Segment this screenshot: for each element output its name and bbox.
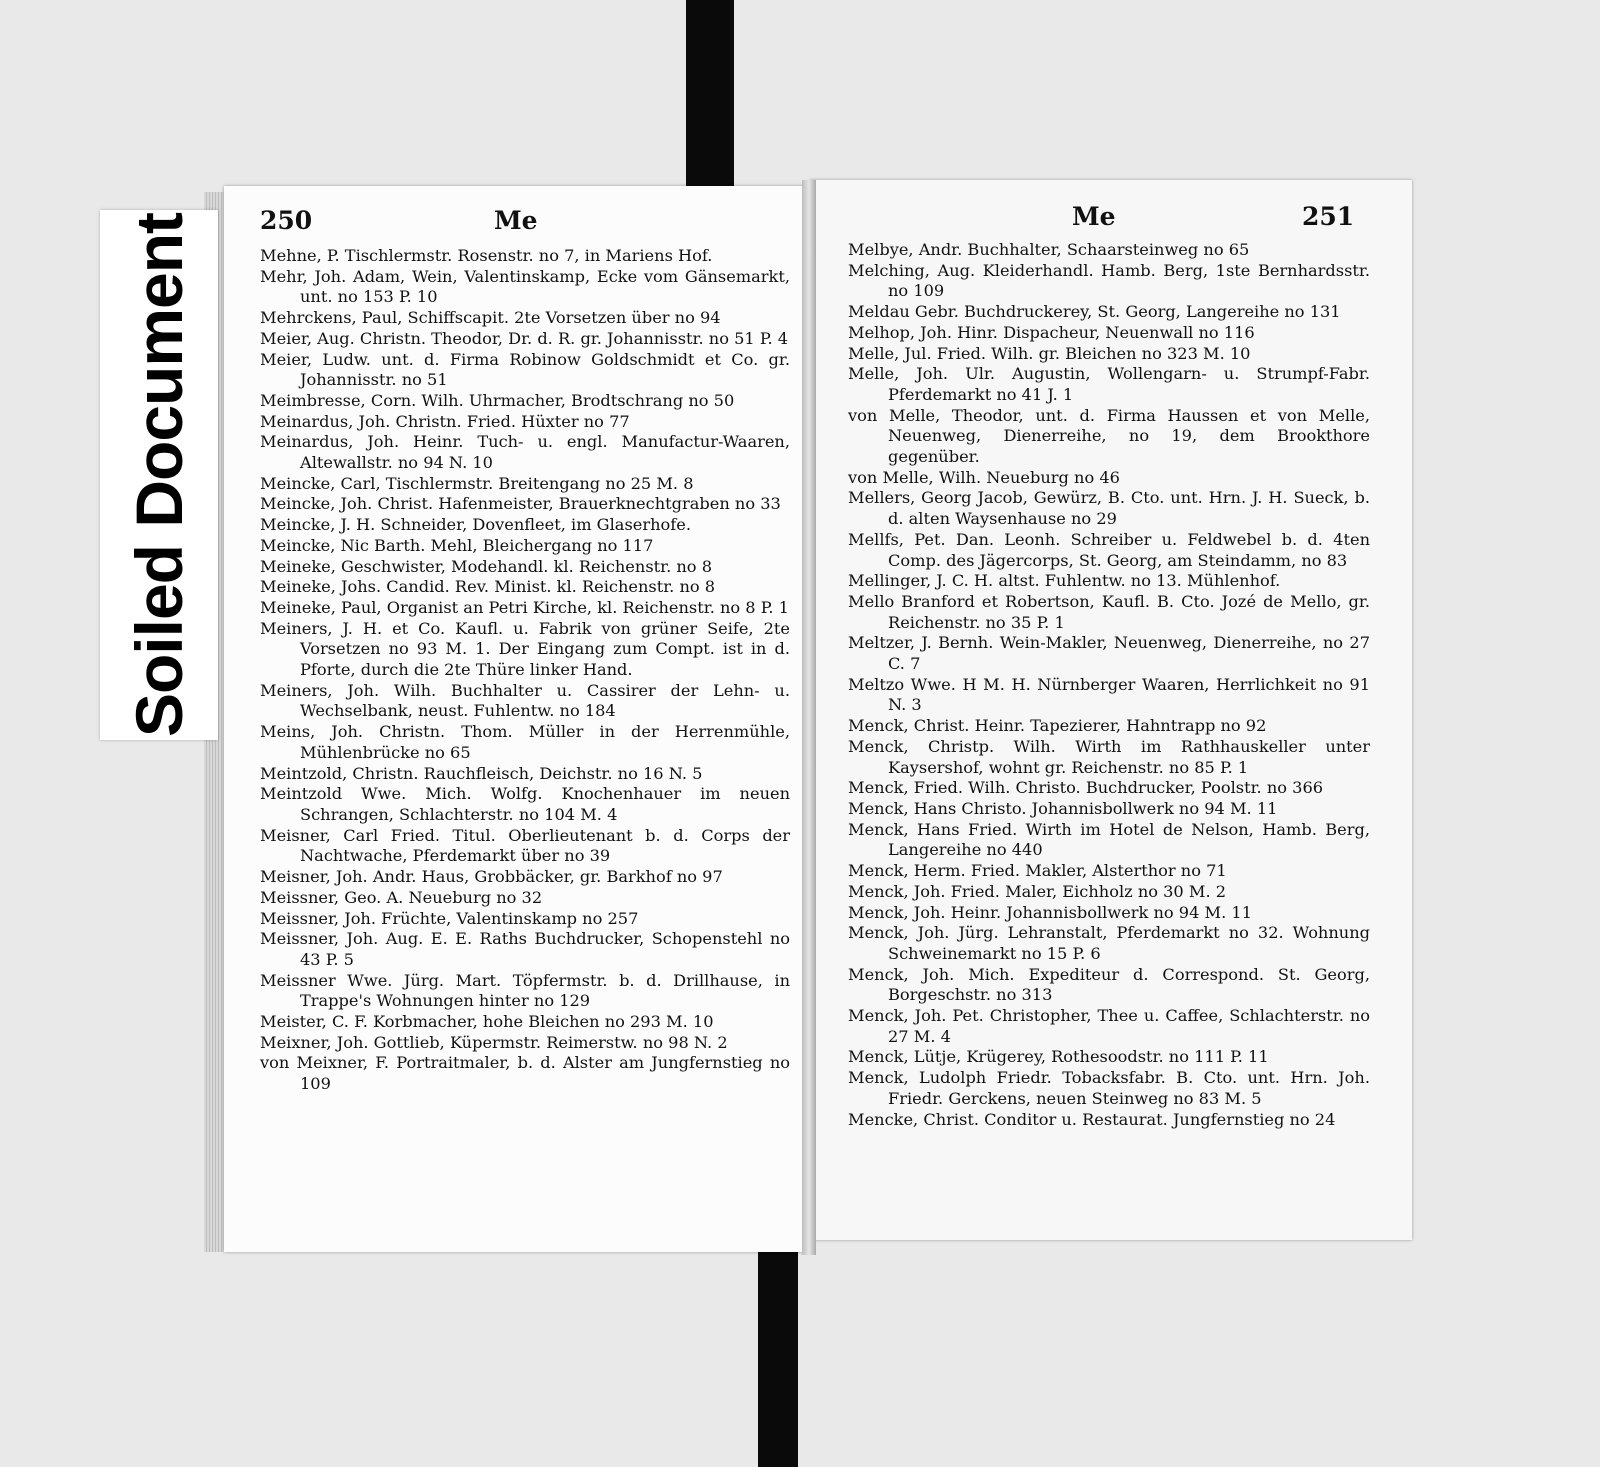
list-item: Menck, Christp. Wilh. Wirth im Rathhauskeller unter Kaysershof, wohnt gr. Reichenstr. no 85 P. 1 [848,736,1370,777]
list-item: Mehne, P. Tischlermstr. Rosenstr. no 7, in Mariens Hof. [260,246,713,265]
list-item: Melle, Jul. Fried. Wilh. gr. Bleichen no 323 M. 10 [848,343,1251,363]
list-item: Meissner, Joh. Aug. E. E. Raths Buchdrucker, Schopenstehl no 43 P. 5 [260,929,790,969]
list-item: Meins, Joh. Christn. Thom. Müller in der Herrenmühle, Mühlenbrücke no 65 [260,722,790,762]
list-item: Meineke, Paul, Organist an Petri Kirche, kl. Reichenstr. no 8 P. 1 [260,597,789,617]
list-item: Meier, Aug. Christn. Theodor, Dr. d. R. gr. Johannisstr. no 51 P. 4 [260,328,789,348]
list-item: Menck, Joh. Jürg. Lehranstalt, Pferdemarkt no 32. Wohnung Schweinemarkt no 15 P. 6 [848,923,1370,963]
list-item: Melbye, Andr. Buchhalter, Schaarsteinweg no 65 [848,240,1250,259]
list-item: von Meixner, F. Portraitmaler, b. d. Alster am Jungfernstieg no 109 [260,1053,790,1094]
list-item: Melhop, Joh. Hinr. Dispacheur, Neuenwall no 116 [848,322,1255,342]
list-item: Menck, Hans Fried. Wirth im Hotel de Nelson, Hamb. Berg, Langereihe no 440 [848,819,1370,860]
list-item: Menck, Fried. Wilh. Christo. Buchdrucker, Poolstr. no 366 [848,778,1324,798]
list-item: Meisner, Joh. Andr. Haus, Grobbäcker, gr. Barkhof no 97 [260,867,723,887]
list-item: Mellfs, Pet. Dan. Leonh. Schreiber u. Feldwebel b. d. 4ten Comp. des Jägercorps, St. Georg, am Steindamm, no 83 [848,529,1370,570]
list-item: von Melle, Wilh. Neueburg no 46 [848,467,1120,487]
list-item: Meinardus, Joh. Heinr. Tuch- u. engl. Manufactur-Waaren, Altewallstr. no 94 N. 10 [260,432,790,473]
spine-strip-top [686,0,734,190]
right-running-head: Me [1072,202,1116,231]
list-item: Menck, Joh. Pet. Christopher, Thee u. Caffee, Schlachterstr. no 27 M. 4 [848,1006,1370,1046]
list-item: Meiners, Joh. Wilh. Buchhalter u. Cassirer der Lehn- u. Wechselbank, neust. Fuhlentw. no 184 [260,680,790,721]
list-item: Meinardus, Joh. Christn. Fried. Hüxter no 77 [260,411,630,431]
left-page [224,186,809,1252]
list-item: Meineke, Geschwister, Modehandl. kl. Reichenstr. no 8 [260,556,712,576]
list-item: Meincke, Nic Barth. Mehl, Bleichergang no 117 [260,535,654,555]
spine-strip-bottom [758,1248,798,1467]
list-item: Meincke, Carl, Tischlermstr. Breitengang no 25 M. 8 [260,473,694,493]
left-page-number: 250 [260,206,313,235]
list-item: Mello Branford et Robertson, Kaufl. B. Cto. Jozé de Mello, gr. Reichenstr. no 35 P. 1 [848,591,1370,632]
right-page [810,180,1412,1240]
right-entry-list [848,240,1370,1130]
book-gutter [802,180,816,1255]
list-item: Meixner, Joh. Gottlieb, Küpermstr. Reimerstw. no 98 N. 2 [260,1032,728,1052]
list-item: Mencke, Christ. Conditor u. Restaurat. Jungfernstieg no 24 [848,1109,1336,1129]
list-item: Meineke, Johs. Candid. Rev. Minist. kl. Reichenstr. no 8 [260,577,716,597]
list-item: von Melle, Theodor, unt. d. Firma Haussen et von Melle, Neuenweg, Dienerreihe, no 19, dem Brookthore gegenüber. [848,405,1370,467]
list-item: Meister, C. F. Korbmacher, hohe Bleichen no 293 M. 10 [260,1012,714,1032]
left-running-head: Me [494,206,538,235]
list-item: Mehrckens, Paul, Schiffscapit. 2te Vorsetzen über no 94 [260,308,721,328]
list-item: Meintzold, Christn. Rauchfleisch, Deichstr. no 16 N. 5 [260,763,703,783]
list-item: Mellinger, J. C. H. altst. Fuhlentw. no 13. Mühlenhof. [848,571,1281,591]
list-item: Menck, Christ. Heinr. Tapezierer, Hahntrapp no 92 [848,716,1267,736]
list-item: Menck, Hans Christo. Johannisbollwerk no 94 M. 11 [848,798,1278,818]
list-item: Meintzold Wwe. Mich. Wolfg. Knochenhauer im neuen Schrangen, Schlachterstr. no 104 M. 4 [260,784,790,824]
list-item: Meier, Ludw. unt. d. Firma Robinow Goldschmidt et Co. gr. Johannisstr. no 51 [260,349,790,390]
list-item: Melching, Aug. Kleiderhandl. Hamb. Berg, 1ste Bernhardsstr. no 109 [848,260,1370,301]
list-item: Meisner, Carl Fried. Titul. Oberlieutenant b. d. Corps der Nachtwache, Pferdemarkt über no 39 [260,825,790,866]
list-item: Menck, Lütje, Krügerey, Rothesoodstr. no 111 P. 11 [848,1047,1269,1067]
soiled-document-label [100,210,218,740]
list-item: Meissner, Geo. A. Neueburg no 32 [260,887,543,907]
list-item: Meltzo Wwe. H M. H. Nürnberger Waaren, Herrlichkeit no 91 N. 3 [848,674,1370,715]
left-entry-list [260,246,790,1095]
list-item: Meincke, J. H. Schneider, Dovenfleet, im Glaserhofe. [260,515,691,535]
list-item: Meissner, Joh. Früchte, Valentinskamp no 257 [260,908,639,928]
list-item: Meincke, Joh. Christ. Hafenmeister, Brauerknechtgraben no 33 [260,494,781,514]
list-item: Mehr, Joh. Adam, Wein, Valentinskamp, Ecke vom Gänsemarkt, unt. no 153 P. 10 [260,266,790,307]
list-item: Meimbresse, Corn. Wilh. Uhrmacher, Brodtschrang no 50 [260,390,735,410]
list-item: Meissner Wwe. Jürg. Mart. Töpfermstr. b. d. Drillhause, in Trappe's Wohnungen hinter no 129 [260,970,790,1011]
right-page-number: 251 [1302,202,1355,231]
list-item: Menck, Joh. Heinr. Johannisbollwerk no 94 M. 11 [848,902,1253,922]
soiled-document-label-text: Soiled Document [122,212,196,738]
list-item: Meltzer, J. Bernh. Wein-Makler, Neuenweg, Dienerreihe, no 27 C. 7 [848,633,1370,674]
list-item: Meldau Gebr. Buchdruckerey, St. Georg, Langereihe no 131 [848,302,1341,322]
list-item: Meiners, J. H. et Co. Kaufl. u. Fabrik von grüner Seife, 2te Vorsetzen no 93 M. 1. Der Eingang zum Compt. ist in d. Pforte, durch die 2te Thüre linker Hand. [260,618,790,680]
list-item: Menck, Joh. Mich. Expediteur d. Correspond. St. Georg, Borgeschstr. no 313 [848,964,1370,1005]
list-item: Menck, Herm. Fried. Makler, Alsterthor no 71 [848,861,1227,881]
list-item: Mellers, Georg Jacob, Gewürz, B. Cto. unt. Hrn. J. H. Sueck, b. d. alten Waysenhause no 29 [848,488,1370,529]
list-item: Melle, Joh. Ulr. Augustin, Wollengarn- u. Strumpf-Fabr. Pferdemarkt no 41 J. 1 [848,364,1370,404]
list-item: Menck, Joh. Fried. Maler, Eichholz no 30 M. 2 [848,881,1227,901]
list-item: Menck, Ludolph Friedr. Tobacksfabr. B. Cto. unt. Hrn. Joh. Friedr. Gerckens, neuen Steinweg no 83 M. 5 [848,1068,1370,1108]
